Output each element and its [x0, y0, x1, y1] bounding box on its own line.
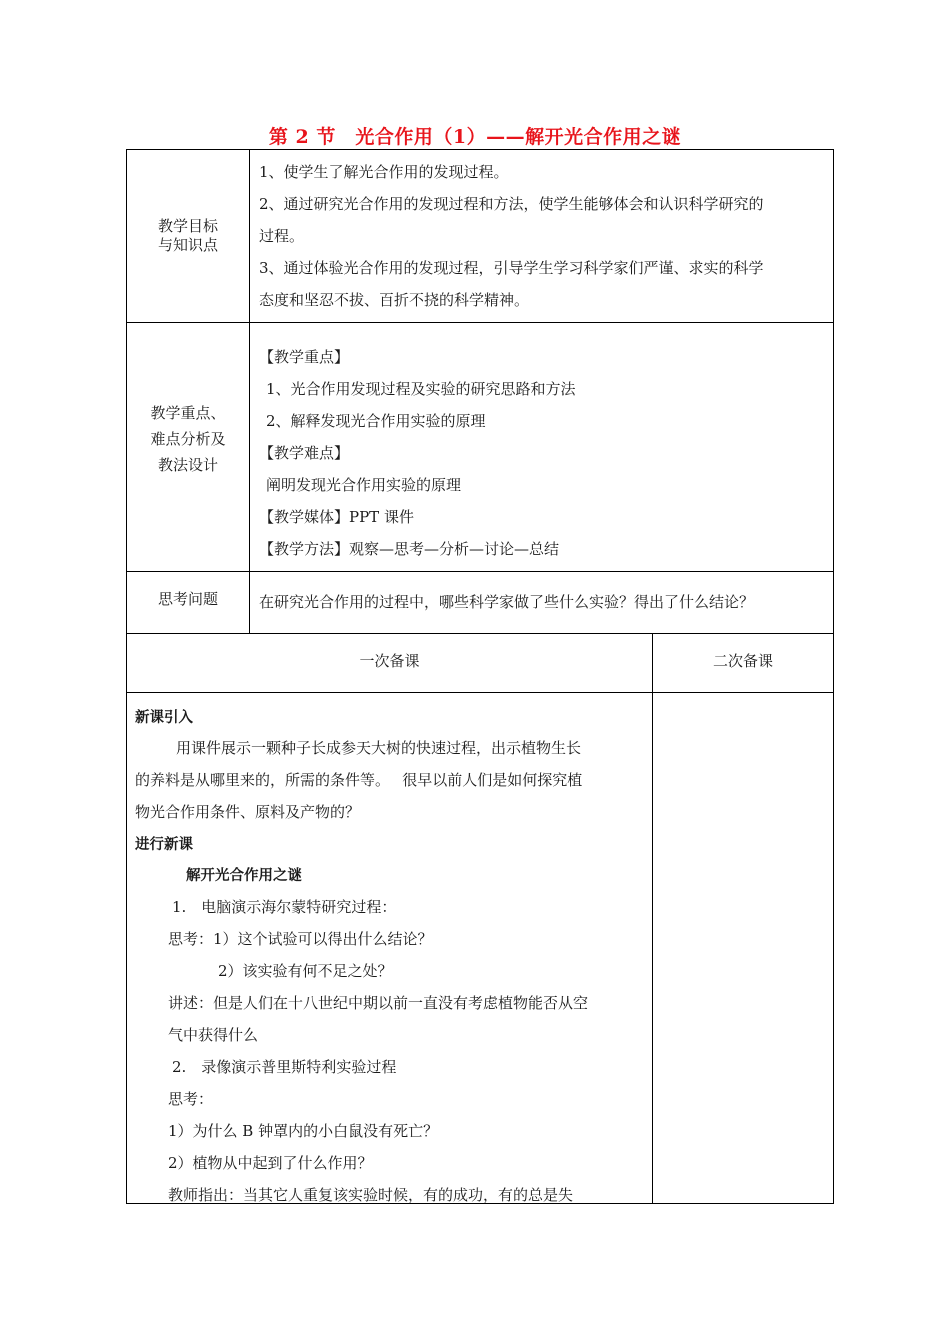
- table-border: [126, 692, 834, 693]
- table-border-right: [833, 149, 834, 1204]
- key-point-line: 1、光合作用发现过程及实验的研究思路和方法: [266, 380, 576, 398]
- objective-line: 过程。: [259, 227, 305, 245]
- objective-line: 1、使学生了解光合作用的发现过程。: [259, 163, 509, 181]
- question-text: 在研究光合作用的过程中，哪些科学家做了些什么实验？得出了什么结论？: [259, 593, 755, 611]
- lesson-line: 2）该实验有何不足之处？: [218, 962, 393, 980]
- page-title: 第 2 节 光合作用（1）——解开光合作用之谜: [268, 126, 682, 148]
- objective-line: 3、通过体验光合作用的发现过程，引导学生学习科学家们严谨、求实的科学: [259, 259, 764, 277]
- label-line: 教学重点、: [150, 404, 226, 422]
- table-border: [126, 322, 834, 323]
- key-point-line: 2、解释发现光合作用实验的原理: [266, 412, 486, 430]
- intro-line: 用课件展示一颗种子长成参天大树的快速过程，出示植物生长: [176, 739, 582, 757]
- lesson-line: 1. 电脑演示海尔蒙特研究过程：: [172, 898, 397, 916]
- lesson-line: 讲述：但是人们在十八世纪中期以前一直没有考虑植物能否从空: [168, 994, 589, 1012]
- label-line: 难点分析及: [150, 430, 226, 448]
- lesson-line: 思考：1）这个试验可以得出什么结论？: [168, 930, 433, 948]
- objective-line: 2、通过研究光合作用的发现过程和方法，使学生能够体会和认识科学研究的: [259, 195, 764, 213]
- lesson-line: 2）植物从中起到了什么作用？: [168, 1154, 373, 1172]
- lesson-line: 气中获得什么: [168, 1026, 259, 1044]
- prep-column-divider: [652, 633, 653, 1204]
- label-line: 教学目标: [157, 217, 218, 235]
- section-subheading: 解开光合作用之谜: [186, 868, 302, 884]
- second-prep-header: 二次备课: [712, 652, 773, 670]
- label-column-divider: [249, 149, 250, 634]
- key-point-line: 【教学方法】观察—思考—分析—讨论—总结: [259, 540, 560, 558]
- table-border-top: [126, 149, 834, 150]
- objective-line: 态度和坚忍不拔、百折不挠的科学精神。: [259, 291, 530, 309]
- table-border-left: [126, 149, 127, 1204]
- intro-heading: 新课引入: [135, 710, 193, 726]
- key-point-line: 阐明发现光合作用实验的原理: [266, 476, 462, 494]
- intro-line: 的养料是从哪里来的，所需的条件等。 很早以前人们是如何探究植: [135, 771, 583, 789]
- first-prep-header: 一次备课: [359, 652, 420, 670]
- key-points-label: [127, 400, 249, 478]
- new-lesson-heading: 进行新课: [135, 837, 193, 853]
- lesson-line: 1）为什么 B 钟罩内的小白鼠没有死亡？: [168, 1122, 439, 1140]
- key-point-line: 【教学媒体】PPT 课件: [259, 508, 414, 526]
- question-label: 思考问题: [157, 590, 218, 608]
- lesson-line: 2. 录像演示普里斯特利实验过程: [172, 1058, 397, 1076]
- label-line: 教法设计: [157, 456, 218, 474]
- lesson-line: 教师指出：当其它人重复该实验时候，有的成功，有的总是失: [168, 1186, 574, 1204]
- table-border: [126, 571, 834, 572]
- key-point-line: 【教学重点】: [259, 348, 350, 366]
- lesson-line: 思考：: [168, 1090, 214, 1108]
- objectives-label: [127, 213, 249, 258]
- table-border: [126, 633, 834, 634]
- label-line: 与知识点: [157, 236, 218, 254]
- key-point-line: 【教学难点】: [259, 444, 350, 462]
- intro-line: 物光合作用条件、原料及产物的？: [135, 803, 361, 821]
